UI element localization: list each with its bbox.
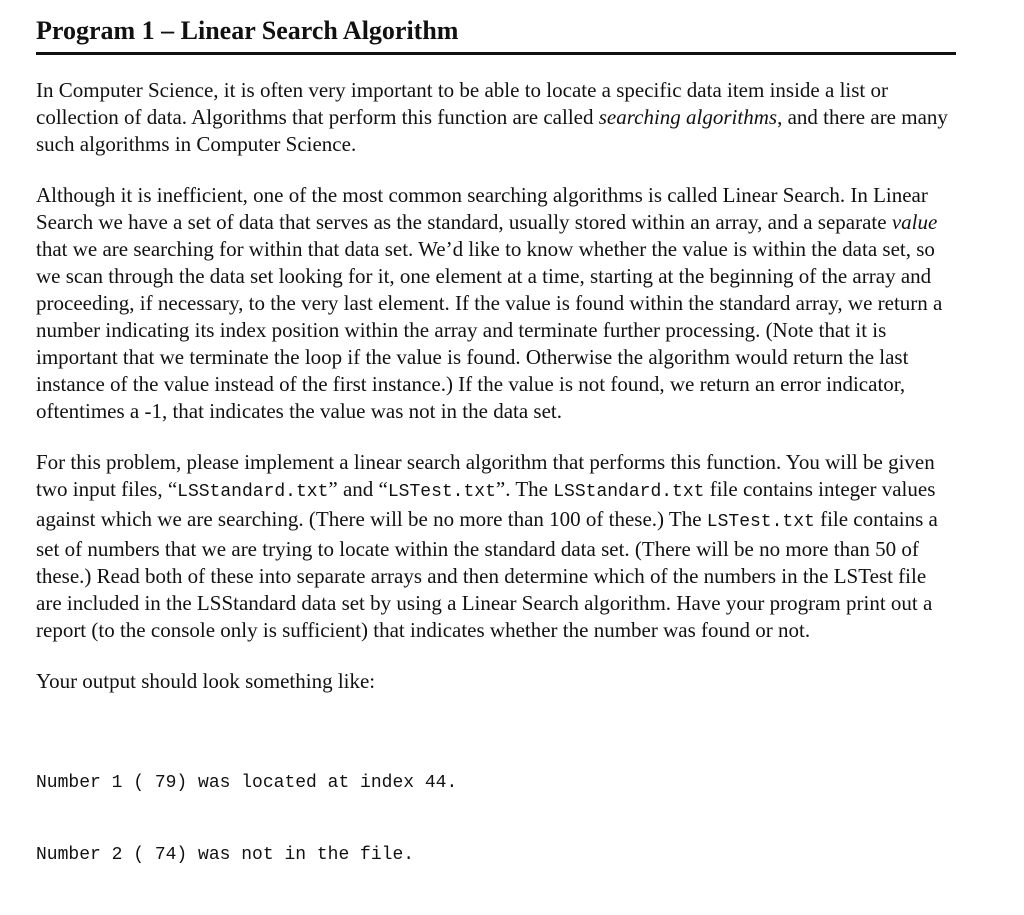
output-line: Number 2 ( 74) was not in the file. — [36, 845, 415, 865]
document-page — [36, 14, 956, 915]
paragraph-problem — [36, 449, 956, 644]
paragraph-problem-text-e: file contains a set of numbers that we are trying to locate within the standard data set. (There will be no more than 50 of these.) Read both of these into separate arrays and then determine which of the numbers in the LSTest file are included in the LSStandard data set by using a Linear Search algorithm. Have your program print out a report (to the console only is sufficient) that indicates whether the number was found or not. — [36, 507, 938, 642]
title-block — [36, 14, 956, 55]
paragraph-intro-text-b: , and there are many such algorithms in Computer Science. — [36, 105, 948, 156]
paragraph-intro-emphasis: searching algorithms — [598, 105, 778, 129]
paragraph-linear-search-emphasis: value — [891, 210, 938, 234]
page-title: Program 1 – Linear Search Algorithm — [36, 16, 459, 45]
filename-test-ref: LSTest.txt — [706, 512, 815, 532]
filename-test: LSTest.txt — [387, 482, 496, 502]
paragraph-problem-text-a: For this problem, please implement a linear search algorithm that performs this function. You will be given two input files, “ — [36, 450, 935, 501]
sample-output — [36, 723, 956, 915]
paragraph-linear-search — [36, 182, 956, 425]
paragraph-problem-text-d: file contains integer values against which we are searching. (There will be no more than 100 of these.) The — [36, 477, 936, 531]
paragraph-linear-search-text-a: Although it is inefficient, one of the most common searching algorithms is called Linear Search. In Linear Search we have a set of data that serves as the standard, usually stored within an array, and a separate — [36, 183, 928, 234]
paragraph-intro — [36, 77, 956, 158]
filename-standard-ref: LSStandard.txt — [553, 482, 705, 502]
paragraph-problem-text-b: ” and “ — [328, 477, 388, 501]
paragraph-problem-text-c: ”. The — [495, 477, 554, 501]
output-line: Number 1 ( 79) was located at index 44. — [36, 773, 458, 793]
paragraph-output-intro: Your output should look something like: — [36, 669, 376, 693]
paragraph-linear-search-text-b: that we are searching for within that data set. We’d like to know whether the value is within the data set, so we scan through the data set looking for it, one element at a time, starting at the beginning of the array and proceeding, if necessary, to the very last element. If the value is found within the standard array, we return a number indicating its index position within the array and terminate further processing. (Note that it is important that we terminate the loop if the value is found. Otherwise the algorithm would return the last instance of the value instead of the first instance.) If the value is not found, we return an error indicator, oftentimes a -1, that indicates the value was not in the data set. — [36, 237, 943, 423]
paragraph-intro-text-a: In Computer Science, it is often very important to be able to locate a specific data item inside a list or collection of data. Algorithms that perform this function are called — [36, 78, 888, 129]
filename-standard: LSStandard.txt — [177, 482, 329, 502]
